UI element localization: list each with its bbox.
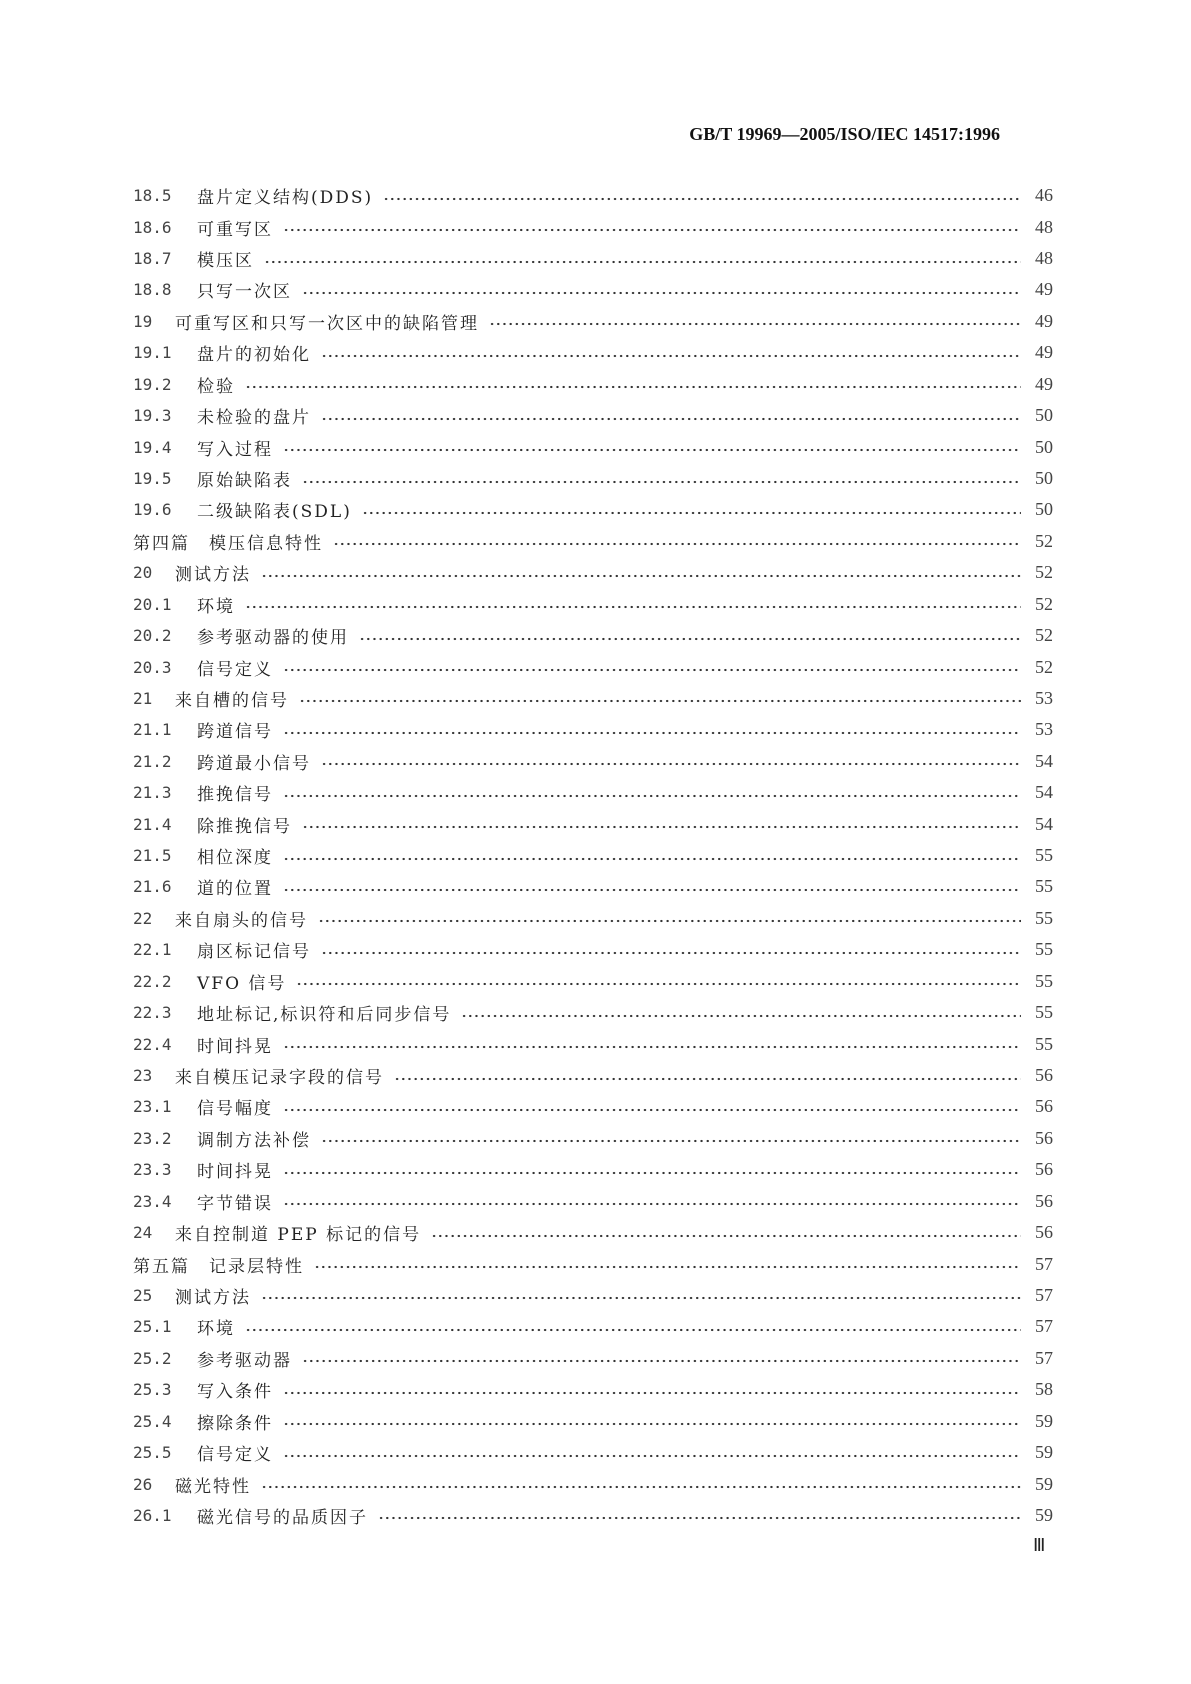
page-number: 52 [1035, 656, 1053, 677]
dot-leader [359, 637, 1021, 641]
page-number: 49 [1035, 279, 1053, 300]
section-number: 19.3 [133, 406, 172, 426]
dot-leader [283, 1454, 1021, 1458]
section-title: 推挽信号 [197, 785, 273, 806]
section-number: 25.1 [133, 1317, 172, 1337]
section-title: 跨道最小信号 [197, 753, 311, 774]
section-title: VFO 信号 [197, 973, 287, 994]
section-title: 测试方法 [175, 565, 251, 586]
section-title: 字节错误 [197, 1193, 273, 1214]
page-number: 58 [1035, 1379, 1053, 1400]
section-title: 时间抖晃 [197, 1036, 273, 1057]
section-number: 21.3 [133, 783, 172, 803]
section-title: 信号幅度 [197, 1099, 273, 1120]
section-title: 擦除条件 [197, 1413, 273, 1434]
section-number: 25.2 [133, 1348, 172, 1368]
page-number: 49 [1035, 310, 1053, 331]
toc-entry[interactable] [133, 1500, 1053, 1531]
section-title: 测试方法 [175, 1287, 251, 1308]
page-number: 59 [1035, 1473, 1053, 1494]
section-title: 模压区 [197, 251, 254, 272]
section-title: 参考驱动器 [197, 1350, 292, 1371]
section-number: 20.1 [133, 594, 172, 614]
section-title: 写入条件 [197, 1382, 273, 1403]
page-number: 49 [1035, 342, 1053, 363]
toc-entry[interactable] [133, 1060, 1053, 1091]
page-number: 56 [1035, 1190, 1053, 1211]
section-number: 22.2 [133, 971, 172, 991]
toc-entry[interactable] [133, 1280, 1053, 1311]
page-number: 48 [1035, 248, 1053, 269]
dot-leader [489, 322, 1021, 326]
section-number: 20.2 [133, 626, 172, 646]
dot-leader [302, 825, 1021, 829]
section-number: 23 [133, 1066, 153, 1086]
section-number: 26 [133, 1474, 153, 1494]
section-number: 25 [133, 1285, 153, 1305]
document-header: GB/T 19969—2005/ISO/IEC 14517:1996 [689, 124, 1000, 144]
page-number: 53 [1035, 687, 1053, 708]
toc-entry[interactable] [133, 243, 1053, 274]
section-number: 25.5 [133, 1443, 172, 1463]
toc-entry[interactable] [133, 1248, 1053, 1279]
dot-leader [302, 480, 1021, 484]
section-number: 18.7 [133, 249, 172, 269]
section-title: 信号定义 [197, 659, 273, 680]
page-number: 55 [1035, 939, 1053, 960]
toc-entry[interactable] [133, 777, 1053, 808]
dot-leader [362, 511, 1021, 515]
toc-entry[interactable] [133, 306, 1053, 337]
toc-entry[interactable] [133, 1437, 1053, 1468]
page-number: 57 [1035, 1284, 1053, 1305]
toc-entry[interactable] [133, 871, 1053, 902]
section-title: 来自控制道 PEP 标记的信号 [175, 1225, 422, 1246]
dot-leader [283, 857, 1021, 861]
toc-entry[interactable] [133, 1374, 1053, 1405]
dot-leader [321, 417, 1021, 421]
section-number: 19 [133, 311, 153, 331]
page-number: 55 [1035, 970, 1053, 991]
section-title: 环境 [197, 1319, 235, 1340]
section-number: 21.1 [133, 720, 172, 740]
toc-entry[interactable] [133, 808, 1053, 839]
toc-entry[interactable] [133, 557, 1053, 588]
section-title: 二级缺陷表(SDL) [197, 502, 352, 523]
section-title: 除推挽信号 [197, 816, 292, 837]
section-number: 18.5 [133, 186, 172, 206]
section-title: 检验 [197, 376, 235, 397]
page-number: 50 [1035, 468, 1053, 488]
dot-leader [283, 731, 1021, 735]
toc-entry[interactable] [133, 274, 1053, 305]
section-title: 调制方法补偿 [197, 1130, 311, 1151]
section-number: 21.2 [133, 751, 172, 771]
page-number: 57 [1035, 1253, 1053, 1274]
section-title: 环境 [197, 596, 235, 617]
page-number: 55 [1035, 1002, 1053, 1023]
dot-leader [261, 574, 1021, 578]
dot-leader [283, 1045, 1021, 1049]
dot-leader [283, 1391, 1021, 1395]
page-number: 46 [1035, 185, 1053, 206]
page-number: 56 [1035, 1222, 1053, 1243]
toc-entry[interactable] [133, 337, 1053, 368]
section-number: 19.1 [133, 343, 172, 363]
dot-leader [461, 1014, 1021, 1018]
dot-leader [261, 1296, 1021, 1300]
section-title: 道的位置 [197, 879, 273, 900]
dot-leader [302, 291, 1021, 295]
dot-leader [261, 1485, 1021, 1489]
section-number: 23.2 [133, 1128, 172, 1148]
section-title: 写入过程 [197, 439, 273, 460]
toc-entry[interactable] [133, 620, 1053, 651]
section-title: 未检验的盘片 [197, 408, 311, 429]
section-number: 22.3 [133, 1003, 172, 1023]
page-number: 52 [1035, 625, 1053, 646]
dot-leader [283, 228, 1021, 232]
toc-entry[interactable] [133, 400, 1053, 431]
dot-leader [283, 1202, 1021, 1206]
page-number: 48 [1035, 216, 1053, 237]
page-number: 54 [1035, 782, 1053, 803]
page-folio: Ⅲ [1033, 1535, 1046, 1555]
toc-entry[interactable] [133, 1343, 1053, 1374]
section-title: 来自模压记录字段的信号 [175, 1068, 384, 1089]
dot-leader [283, 668, 1021, 672]
section-title: 原始缺陷表 [197, 471, 292, 491]
toc-entry[interactable] [133, 1154, 1053, 1185]
section-title: 信号定义 [197, 1445, 273, 1466]
section-number: 25.4 [133, 1411, 172, 1431]
dot-leader [333, 542, 1021, 546]
dot-leader [299, 699, 1021, 703]
section-title: 可重写区和只写一次区中的缺陷管理 [175, 313, 479, 334]
toc-entry[interactable] [133, 431, 1053, 462]
page-number: 56 [1035, 1065, 1053, 1086]
section-title: 扇区标记信号 [197, 942, 311, 963]
dot-leader [321, 951, 1021, 955]
section-number: 24 [133, 1223, 153, 1243]
section-number: 26.1 [133, 1505, 172, 1525]
page-number: 52 [1035, 530, 1053, 551]
section-title: 来自槽的信号 [175, 690, 289, 711]
dot-leader [283, 1171, 1021, 1175]
section-title: 跨道信号 [197, 722, 273, 743]
section-number: 21.6 [133, 877, 172, 897]
section-number: 23.3 [133, 1160, 172, 1180]
page-number: 56 [1035, 1096, 1053, 1117]
toc-entry[interactable] [133, 494, 1053, 525]
section-number: 25.3 [133, 1380, 172, 1400]
page-number: 49 [1035, 373, 1053, 394]
section-number: 18.6 [133, 217, 172, 237]
page-number: 55 [1035, 1033, 1053, 1054]
page-number: 52 [1035, 562, 1053, 583]
section-title: 盘片的初始化 [197, 345, 311, 366]
section-number: 23.1 [133, 1097, 172, 1117]
toc-entry[interactable] [133, 997, 1053, 1028]
page-number: 54 [1035, 750, 1053, 771]
dot-leader [302, 1359, 1021, 1363]
toc-entry[interactable] [133, 463, 1053, 494]
dot-leader [394, 1077, 1021, 1081]
table-of-contents [133, 180, 1053, 1531]
section-title: 磁光特性 [175, 1476, 251, 1497]
section-number: 19.5 [133, 469, 172, 488]
page-number: 54 [1035, 813, 1053, 834]
section-title: 只写一次区 [197, 282, 292, 303]
dot-leader [283, 794, 1021, 798]
page-number: 50 [1035, 436, 1053, 457]
toc-entry[interactable] [133, 1091, 1053, 1122]
toc-entry[interactable] [133, 934, 1053, 965]
dot-leader [383, 197, 1021, 201]
toc-entry[interactable] [133, 1468, 1053, 1499]
section-number: 19.6 [133, 500, 172, 520]
section-number: 21.5 [133, 846, 172, 866]
toc-entry[interactable] [133, 526, 1053, 557]
section-number: 20 [133, 563, 153, 583]
dot-leader [245, 385, 1021, 389]
page-number: 57 [1035, 1347, 1053, 1368]
toc-entry[interactable] [133, 1405, 1053, 1436]
section-number: 22 [133, 908, 153, 928]
section-title: 参考驱动器的使用 [197, 628, 349, 649]
toc-entry[interactable] [133, 1311, 1053, 1342]
section-number: 21.4 [133, 814, 172, 834]
dot-leader [264, 260, 1021, 264]
page-number: 59 [1035, 1410, 1053, 1431]
section-title: 盘片定义结构(DDS) [197, 188, 374, 209]
section-number: 20.3 [133, 657, 172, 677]
toc-entry[interactable] [133, 714, 1053, 745]
section-number: 19.4 [133, 437, 172, 457]
toc-entry[interactable] [133, 903, 1053, 934]
section-title: 相位深度 [197, 848, 273, 869]
dot-leader [245, 1328, 1021, 1332]
page-number: 56 [1035, 1127, 1053, 1148]
toc-entry[interactable] [133, 1123, 1053, 1154]
section-title: 磁光信号的品质因子 [197, 1507, 368, 1528]
section-title: 第四篇 模压信息特性 [133, 533, 323, 554]
page-number: 59 [1035, 1442, 1053, 1463]
dot-leader [378, 1516, 1021, 1520]
section-number: 18.8 [133, 280, 172, 300]
section-title: 第五篇 记录层特性 [133, 1256, 304, 1277]
page-number: 53 [1035, 719, 1053, 740]
page-number: 55 [1035, 845, 1053, 866]
page-number: 57 [1035, 1316, 1053, 1337]
toc-entry[interactable] [133, 180, 1053, 211]
toc-entry[interactable] [133, 651, 1053, 682]
section-title: 地址标记,标识符和后同步信号 [197, 1005, 452, 1026]
dot-leader [296, 982, 1021, 986]
section-number: 21 [133, 688, 153, 708]
toc-entry[interactable] [133, 1217, 1053, 1248]
toc-entry[interactable] [133, 840, 1053, 871]
page-number: 52 [1035, 593, 1053, 614]
dot-leader [314, 1265, 1021, 1269]
section-title: 可重写区 [197, 219, 273, 240]
toc-entry[interactable] [133, 211, 1053, 242]
section-number: 23.4 [133, 1191, 172, 1211]
toc-entry[interactable] [133, 1186, 1053, 1217]
toc-entry[interactable] [133, 1028, 1053, 1059]
section-title: 来自扇头的信号 [175, 910, 308, 931]
dot-leader [318, 919, 1021, 923]
toc-entry[interactable] [133, 746, 1053, 777]
dot-leader [321, 762, 1021, 766]
dot-leader [283, 1108, 1021, 1112]
dot-leader [321, 354, 1021, 358]
page-number: 50 [1035, 405, 1053, 426]
dot-leader [431, 1234, 1021, 1238]
page-number: 55 [1035, 907, 1053, 928]
page-number: 59 [1035, 1504, 1053, 1525]
section-number: 22.1 [133, 940, 172, 960]
toc-entry[interactable] [133, 369, 1053, 400]
page-number: 55 [1035, 876, 1053, 897]
dot-leader [283, 888, 1021, 892]
section-title: 时间抖晃 [197, 1162, 273, 1183]
toc-entry[interactable] [133, 588, 1053, 619]
dot-leader [321, 1139, 1021, 1143]
toc-entry[interactable] [133, 966, 1053, 997]
section-number: 22.4 [133, 1034, 172, 1054]
dot-leader [283, 448, 1021, 452]
page-number: 50 [1035, 499, 1053, 520]
page-number: 56 [1035, 1159, 1053, 1180]
dot-leader [283, 1422, 1021, 1426]
section-number: 19.2 [133, 374, 172, 394]
toc-entry[interactable] [133, 683, 1053, 714]
dot-leader [245, 605, 1021, 609]
